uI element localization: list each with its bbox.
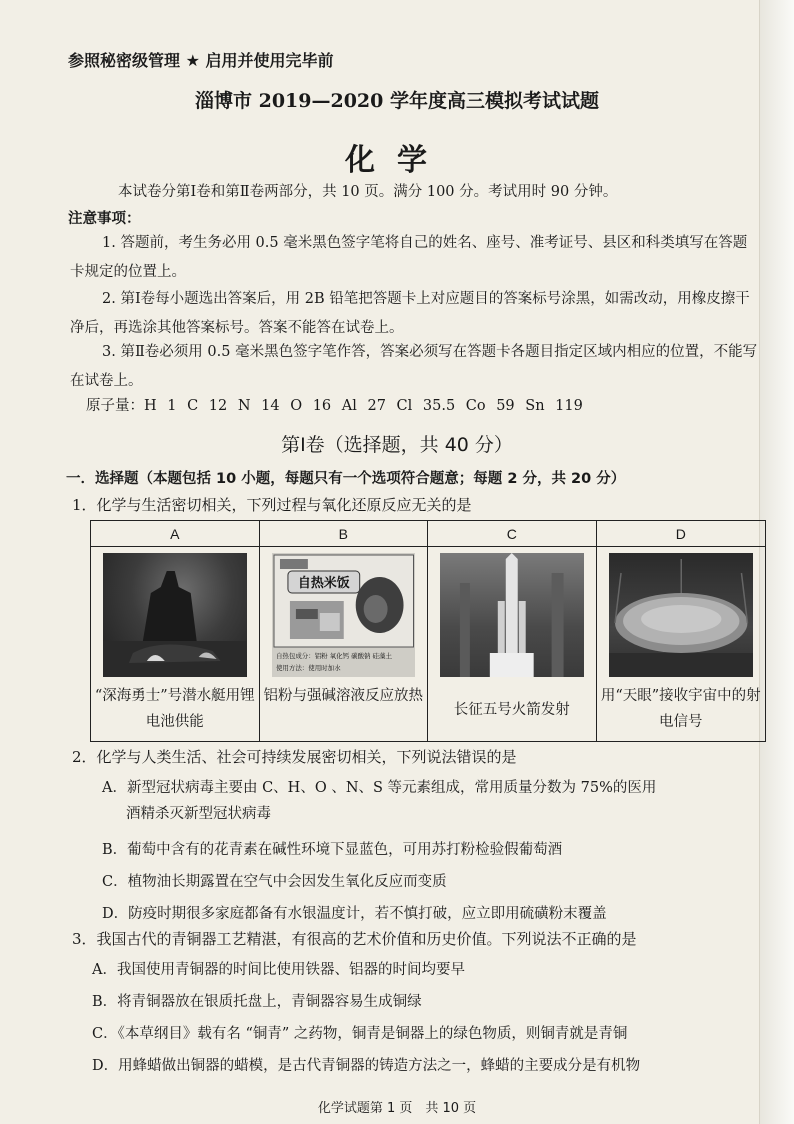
submarine-photo xyxy=(103,553,247,677)
question-2-stem: 2．化学与人类生活、社会可持续发展密切相关，下列说法错误的是 xyxy=(72,748,517,766)
exam-title: 淄博市 2019—2020 学年度高三模拟考试试题 xyxy=(195,90,599,112)
subject-title: 化学 xyxy=(345,143,449,178)
rocket-launch-photo xyxy=(440,553,584,677)
option-a-header: A xyxy=(91,521,260,547)
question-2-option-d: D．防疫时期很多家庭都备有水银温度计，若不慎打破，应立即用硫磺粉末覆盖 xyxy=(102,906,607,922)
option-a-caption: “深海勇士”号潜水艇用锂电池供能 xyxy=(94,688,255,730)
question-2-option-b: B．葡萄中含有的花青素在碱性环境下显蓝色，可用苏打粉检验假葡萄酒 xyxy=(102,842,563,858)
package-ingredients-text: 自热包成分：铝粉 氧化钙 碳酸钠 硅藻土 xyxy=(275,651,392,661)
question-3-option-d: D．用蜂蜡做出铜器的蜡模，是古代青铜器的铸造方法之一，蜂蜡的主要成分是有机物 xyxy=(92,1058,641,1074)
question-2-option-c: C．植物油长期露置在空气中会因发生氧化反应而变质 xyxy=(102,874,447,890)
question-2-option-a: A．新型冠状病毒主要由 C、H、O 、N、S 等元素组成，常用质量分数为 75%的医用 xyxy=(102,780,657,796)
question-2-option-a-cont: 酒精杀灭新型冠状病毒 xyxy=(126,806,271,822)
option-d-header: D xyxy=(597,521,766,547)
package-usage-text: 使用方法：使用时加水 xyxy=(275,663,341,673)
note-1: 1. 答题前，考生务必用 0.5 毫米黑色签字笔将自己的姓名、座号、准考证号、县区和科类填写在答题卡规定的位置上。 xyxy=(70,235,748,280)
option-d-cell xyxy=(597,547,766,741)
note-2: 2. 第Ⅰ卷每小题选出答案后，用 2B 铅笔把答题卡上对应题目的答案标号涂黑，如需改动，用橡皮擦干净后，再选涂其他答案标号。答案不能答在试卷上。 xyxy=(70,291,750,336)
option-b-caption: 铝粉与强碱溶液反应放热 xyxy=(263,688,423,704)
option-c-caption: 长征五号火箭发射 xyxy=(453,702,570,718)
exam-intro: 本试卷分第Ⅰ卷和第Ⅱ卷两部分，共 10 页。满分 100 分。考试用时 90 分钟。 xyxy=(118,184,618,200)
atomic-masses: 原子量：H 1 C 12 N 14 O 16 Al 27 Cl 35.5 Co 59 Sn 119 xyxy=(86,398,583,414)
rice-package-photo xyxy=(272,553,416,677)
option-c-cell xyxy=(428,547,597,741)
option-b-header: B xyxy=(260,521,429,547)
fast-telescope-photo xyxy=(609,553,754,677)
part-1-title: 第Ⅰ卷（选择题，共 40 分） xyxy=(281,434,513,456)
notes-heading: 注意事项： xyxy=(68,211,141,227)
page-footer: 化学试题第 1 页 共 10 页 xyxy=(317,1101,477,1116)
secrecy-notice: 参照秘密级管理 ★ 启用并使用完毕前 xyxy=(68,51,334,70)
question-1-image-table xyxy=(90,520,766,742)
question-1-stem: 1．化学与生活密切相关，下列过程与氧化还原反应无关的是 xyxy=(72,496,472,514)
question-3-option-b: B．将青铜器放在银质托盘上，青铜器容易生成铜绿 xyxy=(92,994,422,1010)
section-1-heading: 一．选择题（本题包括 10 小题，每题只有一个选项符合题意；每题 2 分，共 20 分） xyxy=(66,471,626,487)
note-3: 3. 第Ⅱ卷必须用 0.5 毫米黑色签字笔作答，答案必须写在答题卡各题目指定区域内相应的位置，不能写在试卷上。 xyxy=(70,344,758,389)
question-3-option-a: A．我国使用青铜器的时间比使用铁器、铝器的时间均要早 xyxy=(92,962,465,978)
option-a-cell xyxy=(91,547,260,741)
option-b-cell xyxy=(260,547,429,741)
option-c-header: C xyxy=(428,521,597,547)
package-brand-text: 自热米饭 xyxy=(297,575,350,592)
question-3-option-c: C．《本草纲目》载有名 “铜青” 之药物，铜青是铜器上的绿色物质，则铜青就是青铜 xyxy=(92,1026,628,1042)
option-d-caption: 用“天眼”接收宇宙中的射电信号 xyxy=(600,688,761,730)
question-3-stem: 3．我国古代的青铜器工艺精湛，有很高的艺术价值和历史价值。下列说法不正确的是 xyxy=(72,930,637,948)
